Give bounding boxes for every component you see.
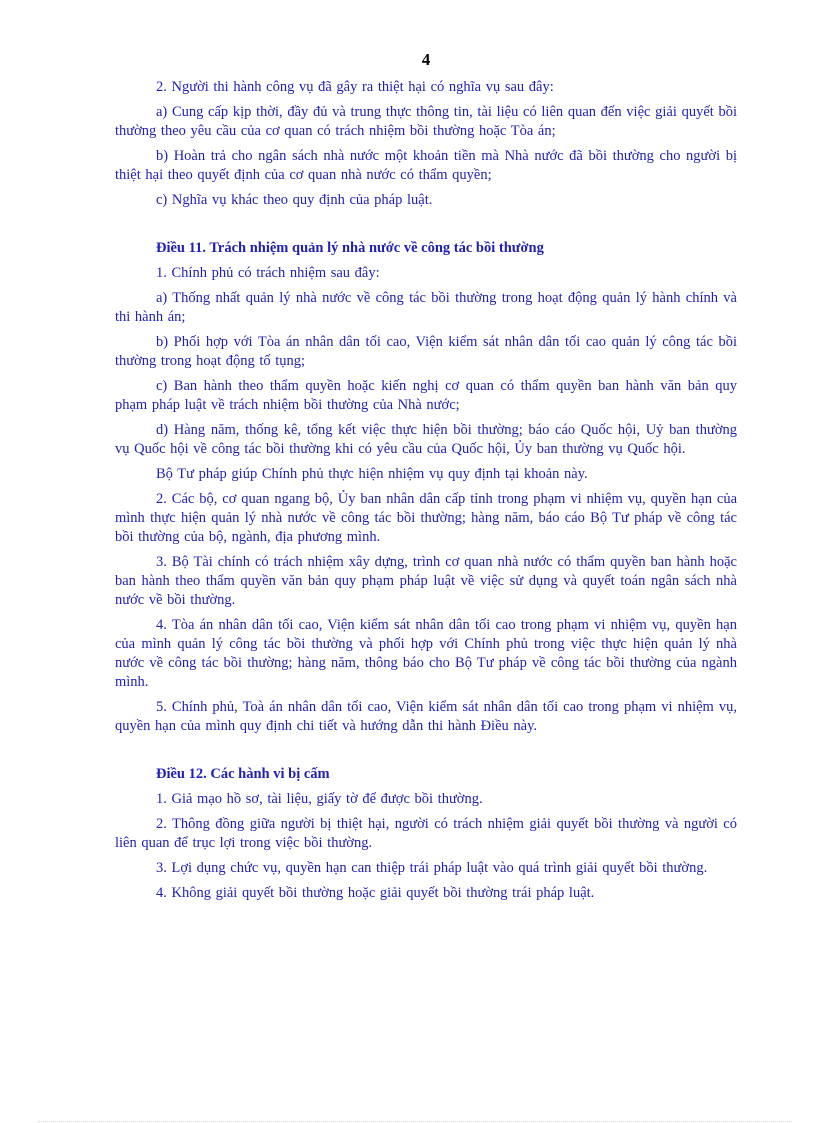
document-body [115,78,737,909]
para-11-1: 1. Chính phủ có trách nhiệm sau đây: [156,265,380,281]
para-11-3: 3. Bộ Tài chính có trách nhiệm xây dựng, trình cơ quan nhà nước có thẩm quyền ban hành hoặc ban hành theo thẩm quyền văn bản quy phạm pháp luật về việc sử dụng và quyết toán ngân sách nhà nước về bồi thường. [115,554,737,608]
para-12-1: 1. Giả mạo hồ sơ, tài liệu, giấy tờ để được bồi thường. [156,791,483,807]
article-12-heading: Điều 12. Các hành vi bị cấm [156,766,330,782]
para-12-3: 3. Lợi dụng chức vụ, quyền hạn can thiệp trái pháp luật vào quá trình giải quyết bồi thường. [156,860,708,876]
article-11-heading: Điều 11. Trách nhiệm quản lý nhà nước về công tác bồi thường [156,240,544,256]
para-10-2c: c) Nghĩa vụ khác theo quy định của pháp luật. [156,192,433,208]
para-12-2: 2. Thông đồng giữa người bị thiệt hại, người có trách nhiệm giải quyết bồi thường và người có liên quan để trục lợi trong việc bồi thường. [115,816,737,851]
para-11-2: 2. Các bộ, cơ quan ngang bộ, Ủy ban nhân dân cấp tỉnh trong phạm vi nhiệm vụ, quyền hạn của mình thực hiện quản lý nhà nước về công tác bồi thường; hàng năm, báo cáo Bộ Tư pháp về công tác bồi thường của bộ, ngành, địa phương mình. [115,491,737,545]
para-11-5: 5. Chính phủ, Toà án nhân dân tối cao, Viện kiểm sát nhân dân tối cao trong phạm vi nhiệm vụ, quyền hạn của mình quy định chi tiết và hướng dẫn thi hành Điều này. [115,699,737,734]
para-10-2b: b) Hoàn trả cho ngân sách nhà nước một khoản tiền mà Nhà nước đã bồi thường cho người bị thiệt hại theo quyết định của cơ quan nhà nước có thẩm quyền; [115,148,737,183]
para-11-1a: a) Thống nhất quản lý nhà nước về công tác bồi thường trong hoạt động quản lý hành chính và thi hành án; [115,290,737,325]
para-10-2: 2. Người thi hành công vụ đã gây ra thiệt hại có nghĩa vụ sau đây: [156,79,554,95]
para-11-1c: c) Ban hành theo thẩm quyền hoặc kiến nghị cơ quan có thẩm quyền ban hành văn bản quy phạm pháp luật về trách nhiệm bồi thường của Nhà nước; [115,378,737,413]
para-11-1-note: Bộ Tư pháp giúp Chính phủ thực hiện nhiệm vụ quy định tại khoản này. [156,466,588,482]
page-number: 4 [421,50,431,69]
para-10-2a: a) Cung cấp kịp thời, đầy đủ và trung thực thông tin, tài liệu có liên quan đến việc giải quyết bồi thường theo yêu cầu của cơ quan có trách nhiệm bồi thường hoặc Tòa án; [115,104,737,139]
page-bottom-divider [38,1121,792,1122]
para-11-4: 4. Tòa án nhân dân tối cao, Viện kiểm sát nhân dân tối cao trong phạm vi nhiệm vụ, quyền hạn của mình quản lý công tác bồi thường và phối hợp với Chính phủ trong việc thực hiện quản lý nhà nước về công tác bồi thường; hàng năm, thông báo cho Bộ Tư pháp về công tác bồi thường của ngành mình. [115,617,737,690]
para-11-1d: d) Hàng năm, thống kê, tổng kết việc thực hiện bồi thường; báo cáo Quốc hội, Uỷ ban thường vụ Quốc hội về công tác bồi thường khi có yêu cầu của Quốc hội, Ủy ban thường vụ Quốc hội. [115,422,737,457]
para-12-4: 4. Không giải quyết bồi thường hoặc giải quyết bồi thường trái pháp luật. [156,885,595,901]
para-11-1b: b) Phối hợp với Tòa án nhân dân tối cao, Viện kiểm sát nhân dân tối cao quản lý công tác bồi thường trong hoạt động tố tụng; [115,334,737,369]
